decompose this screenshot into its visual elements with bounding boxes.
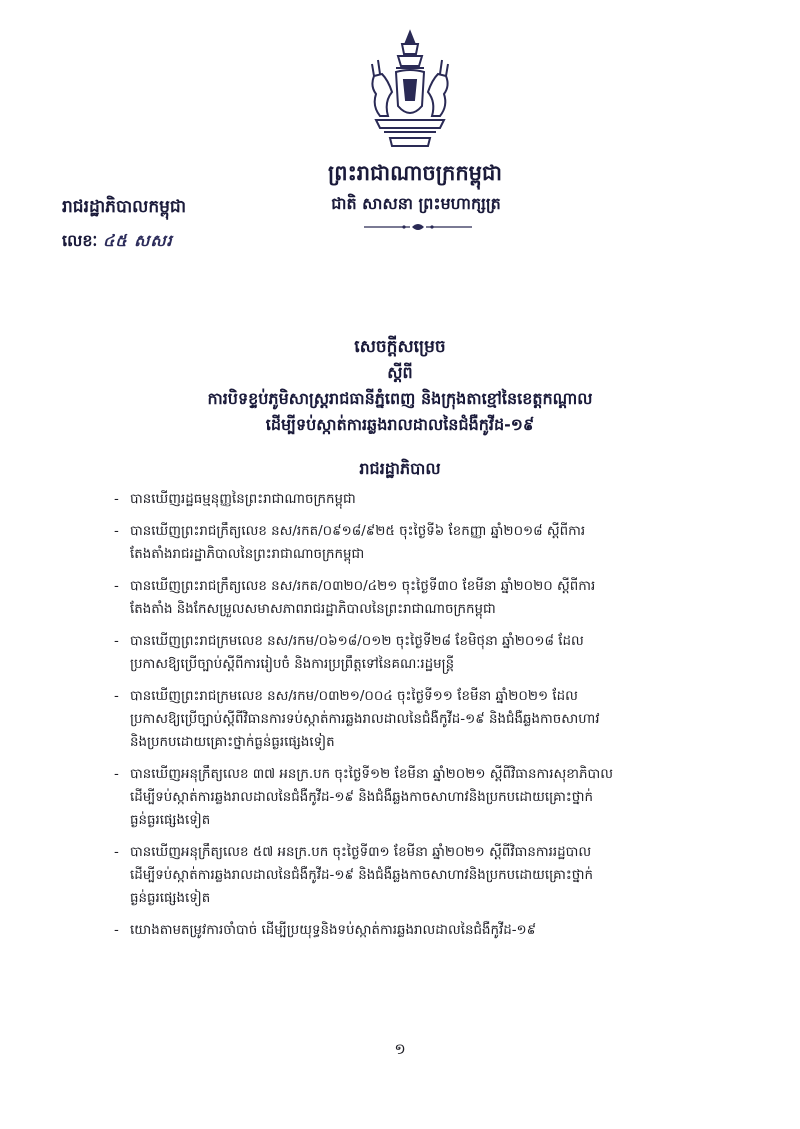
list-item-line: បានឃើញព្រះរាជក្រមលេខ នស/រកម/០៣២១/០០៤ ចុះថ្ងៃទី១១ ខែមីនា ឆ្នាំ២០២១ ដែល (130, 689, 578, 704)
list-dash: - (114, 923, 119, 938)
list-item (114, 520, 714, 566)
list-dash: - (114, 524, 119, 539)
list-item-line: បានឃើញអនុក្រឹត្យលេខ ៣៧ អនក្រ.បក ចុះថ្ងៃទី១២ ខែមីនា ឆ្នាំ២០២១ ស្ដីពីវិធានការសុខាភិបាល (130, 767, 613, 782)
list-item-line: តែងតាំង និងកែសម្រួលសមាសភាពរាជរដ្ឋាភិបាលនៃព្រះរាជាណាចក្រកម្ពុជា (130, 602, 496, 617)
issuing-government: រាជរដ្ឋាភិបាលកម្ពុជា (62, 197, 187, 217)
list-item-line: ប្រកាសឱ្យប្រើច្បាប់ស្ដីពីការរៀបចំ និងការប្រព្រឹត្តទៅនៃគណៈរដ្ឋមន្ត្រី (130, 657, 455, 672)
preamble-list (114, 488, 714, 951)
list-item-line: ដើម្បីទប់ស្កាត់ការឆ្លងរាលដាលនៃជំងឺកូវីដ-១៩ និងជំងឺឆ្លងកាចសាហាវនិងប្រកបដោយគ្រោះថ្នាក់ (130, 868, 594, 883)
title-line-3: ការបិទខ្ទប់ភូមិសាស្ត្ររាជធានីភ្នំពេញ និងក្រុងតាខ្មៅនៃខេត្តកណ្ដាល (207, 389, 593, 408)
page-number: ១ (394, 1040, 406, 1058)
reference-value: ៤៥ សសរ (102, 231, 173, 250)
list-dash: - (114, 689, 119, 704)
royal-coat-of-arms-icon (364, 28, 456, 156)
government-heading: រាជរដ្ឋាភិបាល (359, 459, 441, 478)
list-item-line: បានឃើញព្រះរាជក្រឹត្យលេខ នស/រកត/០៣២០/៤២១ ចុះថ្ងៃទី៣០ ខែមីនា ឆ្នាំ២០២០ ស្ដីពីការ (130, 579, 596, 594)
list-item-line: ធ្ងន់ធ្ងរផ្សេងទៀត (130, 891, 211, 906)
title-line-4: ដើម្បីទប់ស្កាត់ការឆ្លងរាលដាលនៃជំងឺកូវីដ-១៩ (265, 415, 535, 434)
list-dash: - (114, 634, 119, 649)
list-item-line: ធ្ងន់ធ្ងរផ្សេងទៀត (130, 813, 211, 828)
list-item (114, 763, 714, 832)
list-item-line: តែងតាំងរាជរដ្ឋាភិបាលនៃព្រះរាជាណាចក្រកម្ពុជា (130, 547, 365, 562)
decision-title (100, 334, 700, 438)
list-item-line: បានឃើញព្រះរាជក្រឹត្យលេខ នស/រកត/០៩១៨/៩២៥ ចុះថ្ងៃទី៦ ខែកញ្ញា ឆ្នាំ២០១៨ ស្ដីពីការ (130, 524, 586, 539)
list-item-line: និងប្រកបដោយគ្រោះថ្នាក់ធ្ងន់ធ្ងរផ្សេងទៀត (130, 735, 335, 750)
list-item-line: ប្រកាសឱ្យប្រើច្បាប់ស្ដីពីវិធានការទប់ស្កាត់ការឆ្លងរាលដាលនៃជំងឺកូវីដ-១៩ និងជំងឺឆ្លងកាចសាហាវ (130, 712, 600, 727)
national-motto: ជាតិ សាសនា ព្រះមហាក្សត្រ (331, 194, 501, 213)
list-dash: - (114, 767, 119, 782)
list-item (114, 488, 714, 511)
list-dash: - (114, 492, 119, 507)
reference-label: លេខៈ (62, 231, 98, 250)
list-item (114, 630, 714, 676)
ornament-divider-icon (362, 221, 474, 233)
list-item (114, 919, 714, 942)
kingdom-name: ព្រះរាជាណាចក្រកម្ពុជា (327, 161, 502, 185)
reference-number (62, 230, 173, 254)
list-item (114, 685, 714, 754)
list-item-line: បានឃើញព្រះរាជក្រមលេខ នស/រកម/០៦១៨/០១២ ចុះថ្ងៃទី២៨ ខែមិថុនា ឆ្នាំ២០១៨ ដែល (130, 634, 584, 649)
list-item (114, 841, 714, 910)
list-item-line: បានឃើញរដ្ឋធម្មនុញ្ញនៃព្រះរាជាណាចក្រកម្ពុជា (130, 492, 356, 507)
list-item (114, 575, 714, 621)
list-item-line: ដើម្បីទប់ស្កាត់ការឆ្លងរាលដាលនៃជំងឺកូវីដ-១៩ និងជំងឺឆ្លងកាចសាហាវនិងប្រកបដោយគ្រោះថ្នាក់ (130, 790, 594, 805)
list-dash: - (114, 579, 119, 594)
list-item-line: យោងតាមតម្រូវការចាំបាច់ ដើម្បីប្រយុទ្ធនិងទប់ស្កាត់ការឆ្លងរាលដាលនៃជំងឺកូវីដ-១៩ (130, 923, 537, 938)
title-line-2: ស្ដីពី (387, 363, 413, 382)
list-item-line: បានឃើញអនុក្រឹត្យលេខ ៥៧ អនក្រ.បក ចុះថ្ងៃទី៣១ ខែមីនា ឆ្នាំ២០២១ ស្ដីពីវិធានការរដ្ឋបាល (130, 845, 592, 860)
list-dash: - (114, 845, 119, 860)
title-line-1: សេចក្ដីសម្រេច (354, 337, 446, 357)
